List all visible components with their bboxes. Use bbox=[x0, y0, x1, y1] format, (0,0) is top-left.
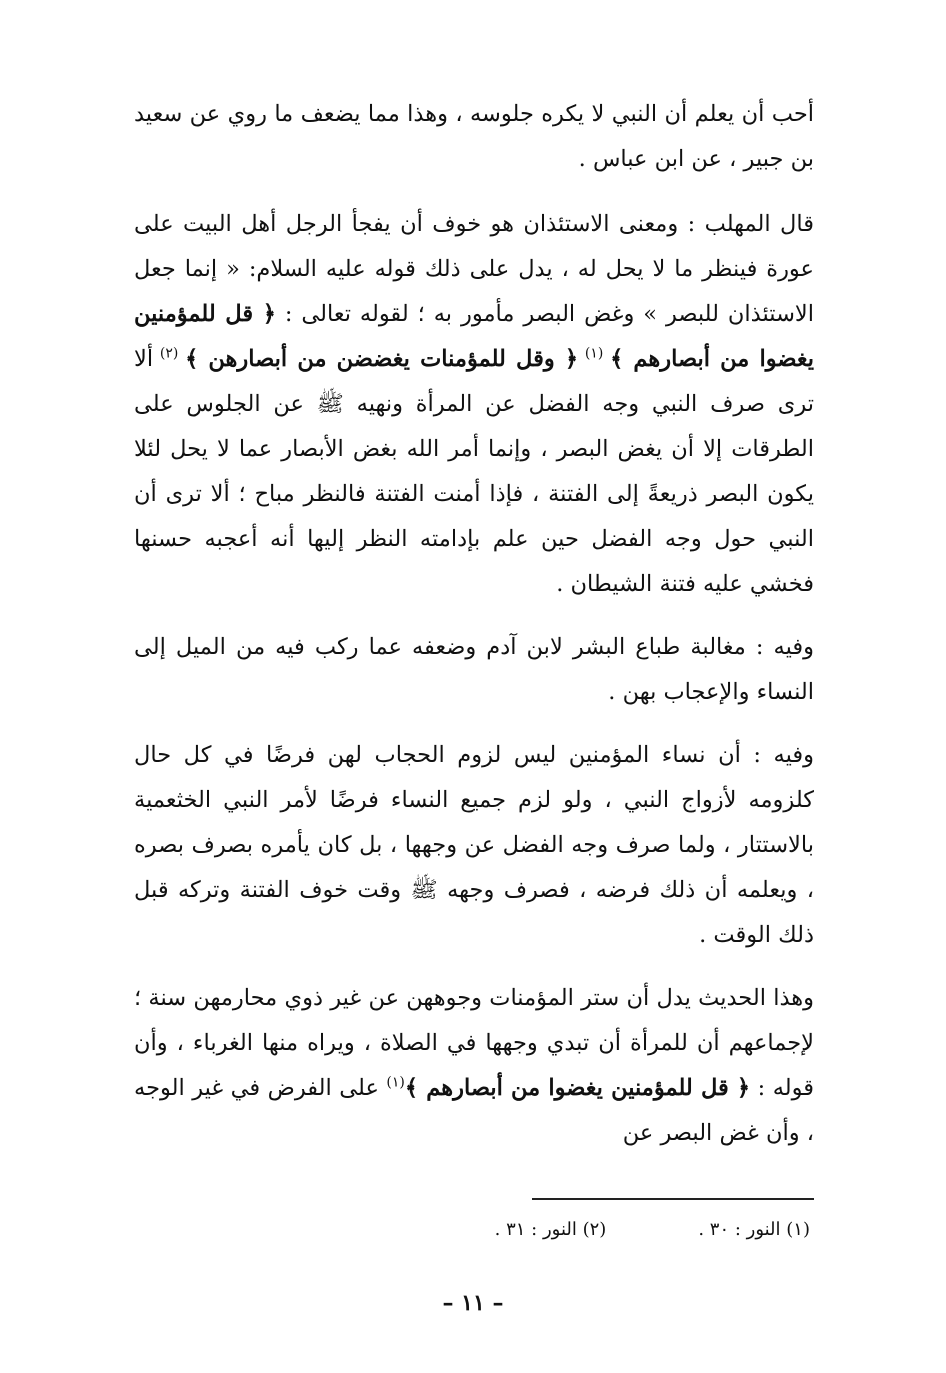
quran-verse: ﴿ قل للمؤمنين يغضوا من أبصارهم ﴾ bbox=[134, 301, 814, 372]
footnote-1: (١) النور : ٣٠ . bbox=[698, 1219, 810, 1240]
paragraph-2 bbox=[134, 202, 814, 607]
paragraph-1 bbox=[134, 92, 814, 182]
footnote-divider bbox=[532, 1198, 814, 1200]
footnote-2: (٢) النور : ٣١ . bbox=[494, 1219, 607, 1240]
text-segment: على الفرض في غير الوجه ، وأن غض البصر عن bbox=[134, 1075, 814, 1146]
text-segment: وفيه : أن نساء المؤمنين ليس لزوم الحجاب لهن فرضًا في كل حال كلزومه لأزواج النبي ، ولو لزم جميع النساء فرضًا لأمر النبي الخثعمية بالاستتار ، ولما صرف وجه الفضل عن وجهها ، بل كان يأمره بصرف بصره ، ويعلمه أن ذلك فرضه ، فصرف وجهه ﷺ وقت خوف الفتنة وتركه قبل ذلك الوقت . bbox=[134, 742, 814, 948]
text-segment: وهذا الحديث يدل أن ستر المؤمنات وجوههن عن غير ذوي محارمهن سنة ؛ لإجماعهم أن للمرأة أن تبدي وجهها في الصلاة ، ويراه منها الغرباء ، وأن قوله : bbox=[134, 985, 814, 1101]
page-number: – ١١ – bbox=[442, 1290, 504, 1316]
footnote-marker: (٢) bbox=[153, 345, 186, 362]
paragraph-4 bbox=[134, 733, 814, 958]
quran-verse: ﴿ قل للمؤمنين يغضوا من أبصارهم ﴾ bbox=[404, 1075, 751, 1101]
footnote-marker: (١) bbox=[386, 1074, 405, 1091]
page-body bbox=[134, 92, 814, 1174]
quran-verse: ﴿ وقل للمؤمنات يغضضن من أبصارهن ﴾ bbox=[185, 346, 579, 372]
paragraph-3 bbox=[134, 625, 814, 715]
text-segment: أحب أن يعلم أن النبي لا يكره جلوسه ، وهذا مما يضعف ما روي عن سعيد بن جبير ، عن ابن عباس . bbox=[134, 101, 814, 172]
text-segment: قال المهلب : ومعنى الاستئذان هو خوف أن يفجأ الرجل أهل البيت على عورة فينظر ما لا يحل له ، يدل على ذلك قوله عليه السلام: « إنما جعل الاستئذان للبصر » وغض البصر مأمور به ؛ لقوله تعالى : bbox=[134, 211, 815, 327]
footnote-marker: (١) bbox=[578, 345, 611, 362]
paragraph-5 bbox=[134, 976, 814, 1156]
footnotes bbox=[134, 1216, 810, 1244]
text-segment: وفيه : مغالبة طباع البشر لابن آدم وضعفه عما ركب فيه من الميل إلى النساء والإعجاب بهن . bbox=[134, 634, 814, 705]
text-segment: ألا ترى صرف النبي وجه الفضل عن المرأة ونهيه ﷺ عن الجلوس على الطرقات إلا أن يغض البصر ، وإنما أمر الله بغض الأبصار عما لا يحل لئلا يكون البصر ذريعةً إلى الفتنة ، فإذا أمنت الفتنة فالنظر مباح ؛ ألا ترى أن النبي حول وجه الفضل حين علم بإدامته النظر إليها أنه أعجبه حسنها فخشي عليه فتنة الشيطان . bbox=[134, 346, 814, 597]
